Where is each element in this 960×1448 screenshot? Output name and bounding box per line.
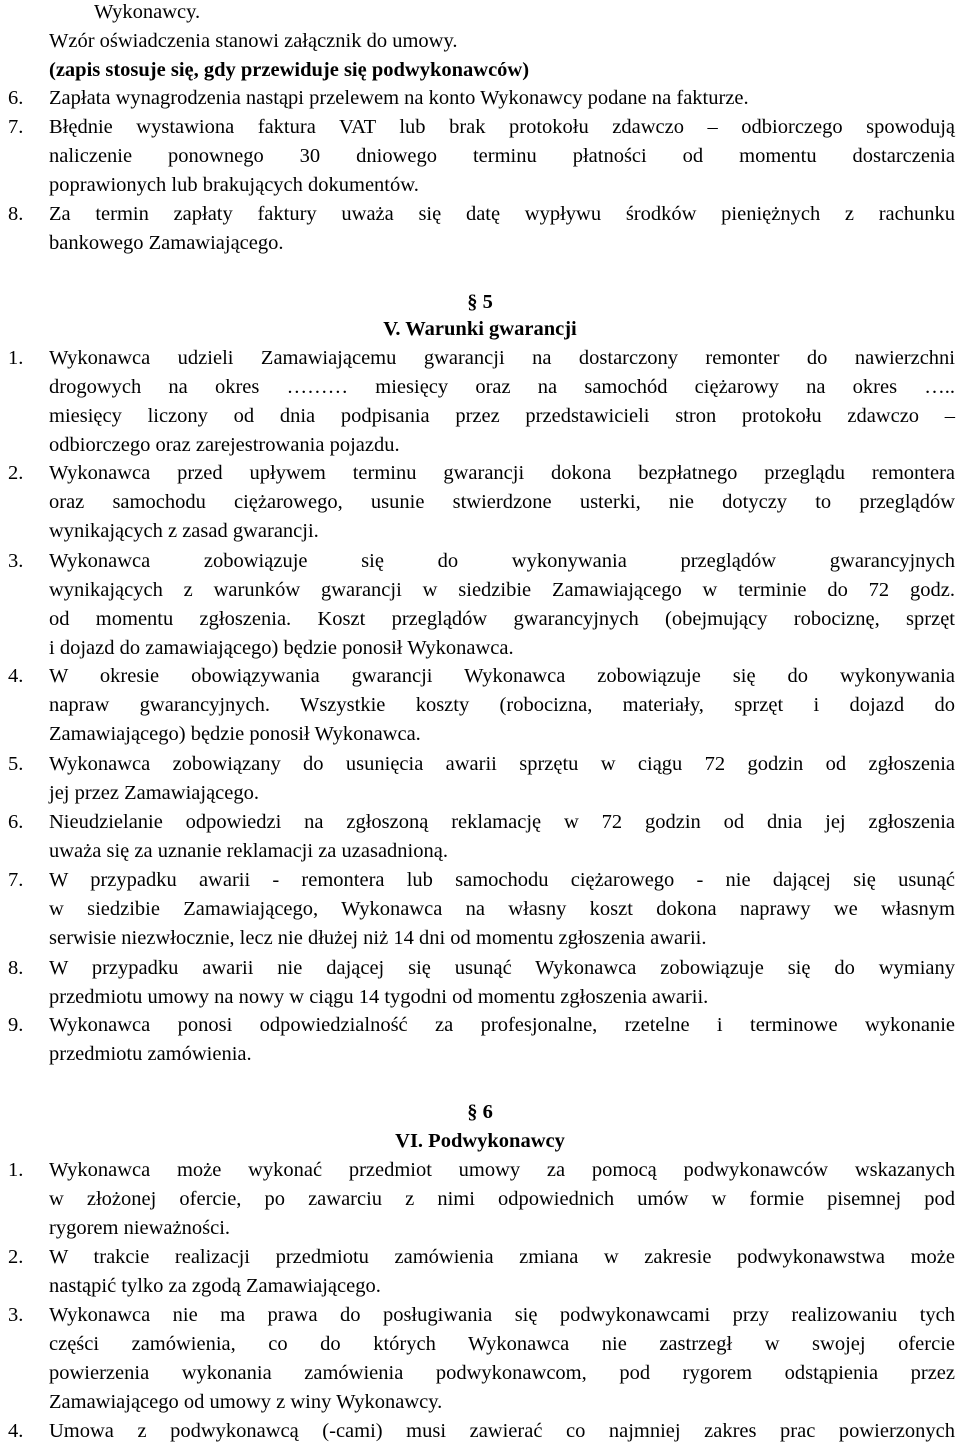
item-number: 2. <box>8 462 24 484</box>
item-number: 3. <box>8 550 24 572</box>
item-line: W trakcie realizacji przedmiotu zamówienia zmiana w zakresie podwykonawstwa może <box>49 1246 955 1268</box>
item-number: 4. <box>8 665 24 687</box>
item-line: drogowych na okres ……… miesięcy oraz na samochód ciężarowy na okres ….. <box>49 376 955 398</box>
item-line: napraw gwarancyjnych. Wszystkie koszty (robocizna, materiały, sprzęt i dojazd do <box>49 694 955 716</box>
item-line: jej przez Zamawiającego. <box>49 782 259 804</box>
item-line: wynikających z warunków gwarancji w siedzibie Zamawiającego w terminie do 72 godz. <box>49 579 955 601</box>
item-line: i dojazd do zamawiającego) będzie ponosił Wykonawca. <box>49 637 514 659</box>
item-line: Umowa z podwykonawcą (-cami) musi zawierać co najmniej zakres prac powierzonych <box>49 1420 955 1442</box>
item-number: 8. <box>8 957 24 979</box>
item-line: oraz samochodu ciężarowego, usunie stwierdzone usterki, nie dotyczy to przeglądów <box>49 491 955 513</box>
item-line: W przypadku awarii - remontera lub samochodu ciężarowego - nie dającej się usunąć <box>49 869 955 891</box>
item-line: Wykonawca zobowiązany do usunięcia awarii sprzętu w ciągu 72 godzin od zgłoszenia <box>49 753 955 775</box>
item-line: rygorem nieważności. <box>49 1217 231 1239</box>
intro-line-1: Wykonawcy. <box>94 1 201 23</box>
item-line: nastąpić tylko za zgodą Zamawiającego. <box>49 1275 381 1297</box>
item-line: w złożonej ofercie, po zawarciu z nimi odpowiednich umów w formie pisemnej pod <box>49 1188 955 1210</box>
item-number: 2. <box>8 1246 24 1268</box>
item-line: uważa się za uznanie reklamacji za uzasadnioną. <box>49 840 448 862</box>
item-line: w siedzibie Zamawiającego, Wykonawca na własny koszt dokona naprawy we własnym <box>49 898 955 920</box>
item-line: przedmiotu umowy na nowy w ciągu 14 tygodni od momentu zgłoszenia awarii. <box>49 986 709 1008</box>
item-line: Nieudzielanie odpowiedzi na zgłoszoną reklamację w 72 godzin od dnia jej zgłoszenia <box>49 811 955 833</box>
item-line: miesięcy liczony od dnia podpisania przez przedstawicieli stron protokołu zdawczo – <box>49 405 955 427</box>
item-line: Wykonawca może wykonać przedmiot umowy za pomocą podwykonawców wskazanych <box>49 1159 955 1181</box>
item-line: części zamówienia, co do których Wykonawca nie zastrzegł w swojej ofercie <box>49 1333 955 1355</box>
item-number: 8. <box>8 203 24 225</box>
item-line: Zamawiającego) będzie ponosił Wykonawca. <box>49 723 421 745</box>
item-line: Wykonawca ponosi odpowiedzialność za profesjonalne, rzetelne i terminowe wykonanie <box>49 1014 955 1036</box>
item-line: Zapłata wynagrodzenia nastąpi przelewem na konto Wykonawcy podane na fakturze. <box>49 87 749 109</box>
item-line: Wykonawca udzieli Zamawiającemu gwarancji na dostarczony remonter do nawierzchni <box>49 347 955 369</box>
item-number: 1. <box>8 347 24 369</box>
item-number: 9. <box>8 1014 24 1036</box>
item-line: serwisie niezwłocznie, lecz nie dłużej niż 14 dni od momentu zgłoszenia awarii. <box>49 927 707 949</box>
intro-line-2: Wzór oświadczenia stanowi załącznik do umowy. <box>49 30 458 52</box>
item-line: naliczenie ponownego 30 dniowego terminu płatności od momentu dostarczenia <box>49 145 955 167</box>
item-line: przedmiotu zamówienia. <box>49 1043 252 1065</box>
item-number: 6. <box>8 87 24 109</box>
item-line: odbiorczego oraz zarejestrowania pojazdu. <box>49 434 400 456</box>
item-line: W przypadku awarii nie dającej się usunąć Wykonawca zobowiązuje się do wymiany <box>49 957 955 979</box>
item-line: powierzenia wykonania zamówienia podwykonawcom, pod rygorem odstąpienia przez <box>49 1362 955 1384</box>
item-line: Za termin zapłaty faktury uważa się datę wypływu środków pieniężnych z rachunku <box>49 203 955 225</box>
item-line: od momentu zgłoszenia. Koszt przeglądów gwarancyjnych (obejmujący robociznę, sprzęt <box>49 608 955 630</box>
item-line: bankowego Zamawiającego. <box>49 232 284 254</box>
item-line: Wykonawca nie ma prawa do posługiwania się podwykonawcami przy realizowaniu tych <box>49 1304 955 1326</box>
item-number: 7. <box>8 869 24 891</box>
item-line: Błędnie wystawiona faktura VAT lub brak protokołu zdawczo – odbiorczego spowodują <box>49 116 955 138</box>
section-5-title: V. Warunki gwarancji <box>383 318 577 340</box>
item-number: 6. <box>8 811 24 833</box>
item-line: Wykonawca zobowiązuje się do wykonywania przeglądów gwarancyjnych <box>49 550 955 572</box>
item-number: 5. <box>8 753 24 775</box>
intro-line-3: (zapis stosuje się, gdy przewiduje się podwykonawców) <box>49 59 530 81</box>
item-line: poprawionych lub brakujących dokumentów. <box>49 174 419 196</box>
item-line: Wykonawca przed upływem terminu gwarancji dokona bezpłatnego przeglądu remontera <box>49 462 955 484</box>
item-number: 1. <box>8 1159 24 1181</box>
section-6-title: VI. Podwykonawcy <box>395 1130 565 1152</box>
item-number: 3. <box>8 1304 24 1326</box>
item-number: 7. <box>8 116 24 138</box>
paragraph-5-heading: § 5 <box>467 291 493 313</box>
item-line: wynikających z zasad gwarancji. <box>49 520 319 542</box>
paragraph-6-heading: § 6 <box>467 1101 493 1123</box>
item-line: W okresie obowiązywania gwarancji Wykonawca zobowiązuje się do wykonywania <box>49 665 955 687</box>
item-line: Zamawiającego od umowy z winy Wykonawcy. <box>49 1391 443 1413</box>
item-number: 4. <box>8 1420 24 1442</box>
